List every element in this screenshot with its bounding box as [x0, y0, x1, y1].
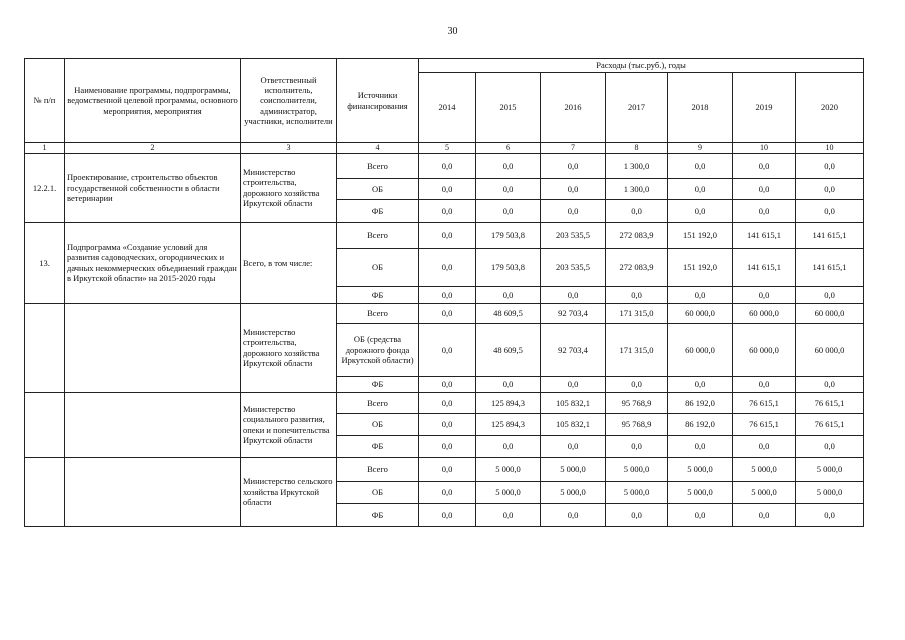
funding-source: ФБ	[337, 199, 419, 222]
expense-value: 179 503,8	[476, 248, 541, 286]
expense-value: 0,0	[541, 199, 606, 222]
expense-value: 76 615,1	[796, 413, 864, 435]
funding-source: ОБ	[337, 481, 419, 503]
expense-value: 0,0	[668, 199, 733, 222]
expense-value: 203 535,5	[541, 222, 606, 248]
executor: Всего, в том числе:	[241, 222, 337, 303]
expense-value: 0,0	[606, 503, 668, 526]
expense-value: 5 000,0	[668, 481, 733, 503]
column-index: 1	[25, 143, 65, 154]
expense-value: 203 535,5	[541, 248, 606, 286]
header-year: 2016	[541, 73, 606, 143]
table-row	[25, 153, 864, 178]
program-name: Подпрограмма «Создание условий для развития садоводческих, огороднических и дачных некоммерческих объединений граждан в Иркутской области» на 2015-2020 годы	[65, 222, 241, 303]
program-name	[65, 303, 241, 392]
expense-value: 0,0	[419, 199, 476, 222]
funding-source: Всего	[337, 457, 419, 481]
row-number	[25, 457, 65, 526]
header-name: Наименование программы, подпрограммы, ведомственной целевой программы, основного мероприятия, мероприятия	[65, 59, 241, 143]
expense-value: 141 615,1	[733, 222, 796, 248]
expense-value: 5 000,0	[541, 481, 606, 503]
expense-value: 0,0	[419, 457, 476, 481]
expense-value: 0,0	[733, 286, 796, 303]
expense-value: 0,0	[796, 376, 864, 392]
funding-source: Всего	[337, 153, 419, 178]
expense-value: 0,0	[476, 286, 541, 303]
table-row	[25, 457, 864, 481]
expense-value: 0,0	[419, 481, 476, 503]
expense-value: 95 768,9	[606, 413, 668, 435]
column-index: 9	[668, 143, 733, 154]
expense-value: 5 000,0	[796, 481, 864, 503]
expense-value: 179 503,8	[476, 222, 541, 248]
expense-value: 5 000,0	[796, 457, 864, 481]
funding-source: ОБ	[337, 178, 419, 199]
header-executor: Ответственный исполнитель, соисполнители, администратор, участники, исполнители	[241, 59, 337, 143]
expense-value: 60 000,0	[733, 323, 796, 376]
expense-value: 0,0	[541, 503, 606, 526]
header-year: 2019	[733, 73, 796, 143]
expense-value: 0,0	[668, 376, 733, 392]
column-index: 4	[337, 143, 419, 154]
expense-value: 0,0	[796, 153, 864, 178]
row-number	[25, 303, 65, 392]
expense-value: 76 615,1	[733, 392, 796, 413]
expense-value: 151 192,0	[668, 248, 733, 286]
expense-value: 0,0	[419, 435, 476, 457]
expense-value: 171 315,0	[606, 303, 668, 323]
expense-value: 0,0	[733, 376, 796, 392]
expense-value: 0,0	[796, 286, 864, 303]
expense-value: 0,0	[476, 376, 541, 392]
expense-value: 1 300,0	[606, 178, 668, 199]
funding-source: Всего	[337, 303, 419, 323]
expense-value: 0,0	[733, 178, 796, 199]
expense-value: 0,0	[476, 503, 541, 526]
expense-value: 0,0	[541, 286, 606, 303]
funding-source: ФБ	[337, 503, 419, 526]
program-name: Проектирование, строительство объектов государственной собственности в области ветеринарии	[65, 153, 241, 222]
expense-value: 125 894,3	[476, 392, 541, 413]
expense-value: 0,0	[419, 503, 476, 526]
expense-value: 0,0	[419, 286, 476, 303]
executor: Министерство строительства, дорожного хозяйства Иркутской области	[241, 303, 337, 392]
expense-value: 0,0	[419, 222, 476, 248]
expense-value: 5 000,0	[606, 481, 668, 503]
column-index: 2	[65, 143, 241, 154]
expense-value: 125 894,3	[476, 413, 541, 435]
expense-value: 0,0	[796, 435, 864, 457]
expense-value: 48 609,5	[476, 323, 541, 376]
expense-value: 0,0	[476, 178, 541, 199]
expense-value: 0,0	[419, 413, 476, 435]
expense-value: 0,0	[419, 248, 476, 286]
header-num: № п/п	[25, 59, 65, 143]
expense-value: 0,0	[606, 286, 668, 303]
expense-value: 272 083,9	[606, 222, 668, 248]
expense-value: 171 315,0	[606, 323, 668, 376]
funding-source: Всего	[337, 222, 419, 248]
header-year: 2014	[419, 73, 476, 143]
header-expenses: Расходы (тыс.руб.), годы	[419, 59, 864, 73]
expense-value: 86 192,0	[668, 392, 733, 413]
expense-value: 105 832,1	[541, 413, 606, 435]
table-body	[25, 153, 864, 526]
expense-value: 0,0	[668, 435, 733, 457]
expense-value: 0,0	[733, 435, 796, 457]
expense-value: 92 703,4	[541, 303, 606, 323]
expense-value: 0,0	[668, 178, 733, 199]
expense-value: 5 000,0	[733, 481, 796, 503]
expense-value: 151 192,0	[668, 222, 733, 248]
expense-value: 60 000,0	[733, 303, 796, 323]
funding-source: ФБ	[337, 286, 419, 303]
column-index: 6	[476, 143, 541, 154]
expense-value: 0,0	[476, 153, 541, 178]
table-row	[25, 392, 864, 413]
expense-value: 0,0	[419, 153, 476, 178]
expense-value: 0,0	[419, 178, 476, 199]
expense-value: 0,0	[419, 392, 476, 413]
funding-source: ФБ	[337, 376, 419, 392]
expense-value: 0,0	[541, 376, 606, 392]
row-number: 12.2.1.	[25, 153, 65, 222]
expense-value: 0,0	[541, 178, 606, 199]
expense-value: 0,0	[668, 503, 733, 526]
expense-value: 0,0	[606, 435, 668, 457]
expense-value: 60 000,0	[668, 323, 733, 376]
header-source: Источники финансирования	[337, 59, 419, 143]
expense-value: 76 615,1	[796, 392, 864, 413]
expense-value: 5 000,0	[733, 457, 796, 481]
page-number: 30	[447, 26, 458, 37]
expense-value: 5 000,0	[541, 457, 606, 481]
expense-value: 0,0	[733, 199, 796, 222]
funding-source: ОБ (средства дорожного фонда Иркутской области)	[337, 323, 419, 376]
header-year: 2020	[796, 73, 864, 143]
expense-value: 0,0	[668, 153, 733, 178]
column-index-row	[25, 143, 864, 154]
expense-value: 60 000,0	[668, 303, 733, 323]
expense-value: 0,0	[476, 435, 541, 457]
expense-value: 5 000,0	[668, 457, 733, 481]
expense-value: 0,0	[796, 178, 864, 199]
funding-source: Всего	[337, 392, 419, 413]
expense-value: 0,0	[668, 286, 733, 303]
expense-value: 141 615,1	[733, 248, 796, 286]
funding-source: ОБ	[337, 413, 419, 435]
header-year: 2015	[476, 73, 541, 143]
column-index: 8	[606, 143, 668, 154]
column-index: 10	[796, 143, 864, 154]
executor: Министерство социального развития, опеки и попечительства Иркутской области	[241, 392, 337, 457]
expense-value: 0,0	[541, 435, 606, 457]
header-year: 2017	[606, 73, 668, 143]
expense-value: 0,0	[796, 503, 864, 526]
expense-value: 92 703,4	[541, 323, 606, 376]
header-year: 2018	[668, 73, 733, 143]
column-index: 5	[419, 143, 476, 154]
expense-value: 48 609,5	[476, 303, 541, 323]
expense-value: 0,0	[733, 153, 796, 178]
expense-value: 76 615,1	[733, 413, 796, 435]
expense-value: 0,0	[419, 323, 476, 376]
funding-source: ОБ	[337, 248, 419, 286]
table-row	[25, 222, 864, 248]
funding-source: ФБ	[337, 435, 419, 457]
expense-value: 5 000,0	[476, 457, 541, 481]
column-index: 7	[541, 143, 606, 154]
expense-value: 141 615,1	[796, 248, 864, 286]
row-number	[25, 392, 65, 457]
row-number: 13.	[25, 222, 65, 303]
expense-value: 5 000,0	[606, 457, 668, 481]
expense-value: 60 000,0	[796, 303, 864, 323]
expense-value: 86 192,0	[668, 413, 733, 435]
executor: Министерство сельского хозяйства Иркутской области	[241, 457, 337, 526]
executor: Министерство строительства, дорожного хозяйства Иркутской области	[241, 153, 337, 222]
program-name	[65, 457, 241, 526]
expense-value: 105 832,1	[541, 392, 606, 413]
budget-table	[24, 58, 864, 527]
expense-value: 95 768,9	[606, 392, 668, 413]
expense-value: 272 083,9	[606, 248, 668, 286]
expense-value: 0,0	[796, 199, 864, 222]
expense-value: 141 615,1	[796, 222, 864, 248]
expense-value: 0,0	[606, 376, 668, 392]
program-name	[65, 392, 241, 457]
expense-value: 0,0	[476, 199, 541, 222]
expense-value: 0,0	[419, 376, 476, 392]
expense-value: 0,0	[606, 199, 668, 222]
column-index: 3	[241, 143, 337, 154]
column-index: 10	[733, 143, 796, 154]
expense-value: 60 000,0	[796, 323, 864, 376]
expense-value: 0,0	[733, 503, 796, 526]
expense-value: 0,0	[541, 153, 606, 178]
expense-value: 1 300,0	[606, 153, 668, 178]
table-row	[25, 303, 864, 323]
expense-value: 5 000,0	[476, 481, 541, 503]
expense-value: 0,0	[419, 303, 476, 323]
